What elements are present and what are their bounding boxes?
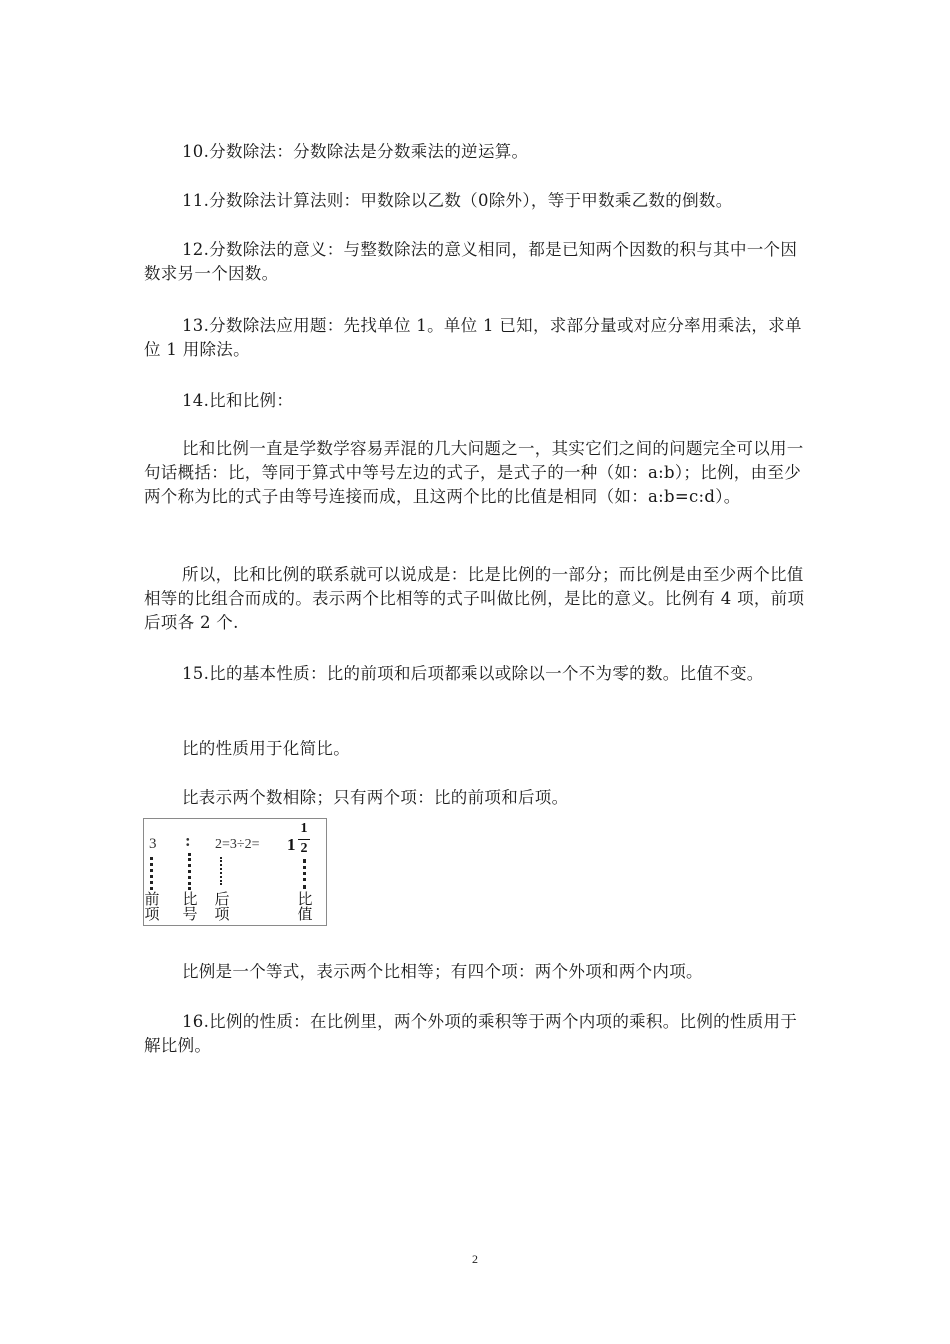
paragraph-15-proportion-terms: 比例是一个等式，表示两个比相等；有四个项：两个外项和两个内项。 xyxy=(182,962,703,981)
paragraph-14-relation: 所以，比和比例的联系就可以说成是：比是比例的一部分；而比例是由至少两个比值相等的比组合而成的。表示两个比相等的式子叫做比例，是比的意义。比例有 4 项，前项后项各 2 个. xyxy=(144,565,805,632)
paragraph-11: 11.分数除法计算法则：甲数除以乙数（0除外），等于甲数乘乙数的倒数。 xyxy=(182,191,733,210)
label-front-term-1: 前 xyxy=(144,890,160,908)
paragraph-16: 16.比例的性质：在比例里，两个外项的乘积等于两个内项的乘积。比例的性质用于解比例。 xyxy=(144,1012,798,1055)
label-ratio-value-1: 比 xyxy=(297,890,313,908)
ratio-value-denominator: 2 xyxy=(300,841,308,856)
paragraph-10: 10.分数除法：分数除法是分数乘法的逆运算。 xyxy=(182,142,529,161)
ratio-front-term: 3 xyxy=(149,836,157,852)
paragraph-14-ratio-vs-proportion: 比和比例一直是学数学容易弄混的几大问题之一，其实它们之间的问题完全可以用一句话概括：比，等同于算式中等号左边的式子，是式子的一种（如：a:b）；比例，由至少两个称为比的式子由等号连接而成，且这两个比的比值是相同（如：a:b=c:d）。 xyxy=(144,439,804,506)
dotted-leader-front xyxy=(150,857,156,890)
paragraph-15-simplify: 比的性质用于化简比。 xyxy=(182,739,350,758)
label-ratio-sign-1: 比 xyxy=(182,890,198,908)
label-back-term-2: 项 xyxy=(214,905,230,923)
paragraph-15: 15.比的基本性质：比的前项和后项都乘以或除以一个不为零的数。比值不变。 xyxy=(182,664,764,683)
ratio-value-whole: 1 xyxy=(287,835,296,854)
dotted-leader-value xyxy=(303,859,309,889)
paragraph-13: 13.分数除法应用题：先找单位 1。单位 1 已知，求部分量或对应分率用乘法，求单位 1 用除法。 xyxy=(144,316,802,359)
ratio-expression: 2=3÷2= xyxy=(215,837,260,852)
dotted-leader-sign xyxy=(188,853,194,890)
label-back-term-1: 后 xyxy=(214,890,230,908)
paragraph-12: 12.分数除法的意义：与整数除法的意义相同，都是已知两个因数的积与其中一个因数求另一个因数。 xyxy=(144,240,798,283)
label-front-term-2: 项 xyxy=(144,905,160,923)
fraction-bar xyxy=(298,839,310,840)
ratio-colon: : xyxy=(185,831,191,850)
paragraph-14-heading: 14.比和比例： xyxy=(182,391,294,410)
label-ratio-value-2: 值 xyxy=(297,905,313,923)
ratio-diagram-figure xyxy=(143,818,327,926)
dotted-leader-back xyxy=(220,857,225,885)
ratio-value-numerator: 1 xyxy=(300,821,308,836)
label-ratio-sign-2: 号 xyxy=(182,905,198,923)
paragraph-15-ratio-terms: 比表示两个数相除；只有两个项：比的前项和后项。 xyxy=(182,788,569,807)
page-number: 2 xyxy=(472,1252,478,1266)
